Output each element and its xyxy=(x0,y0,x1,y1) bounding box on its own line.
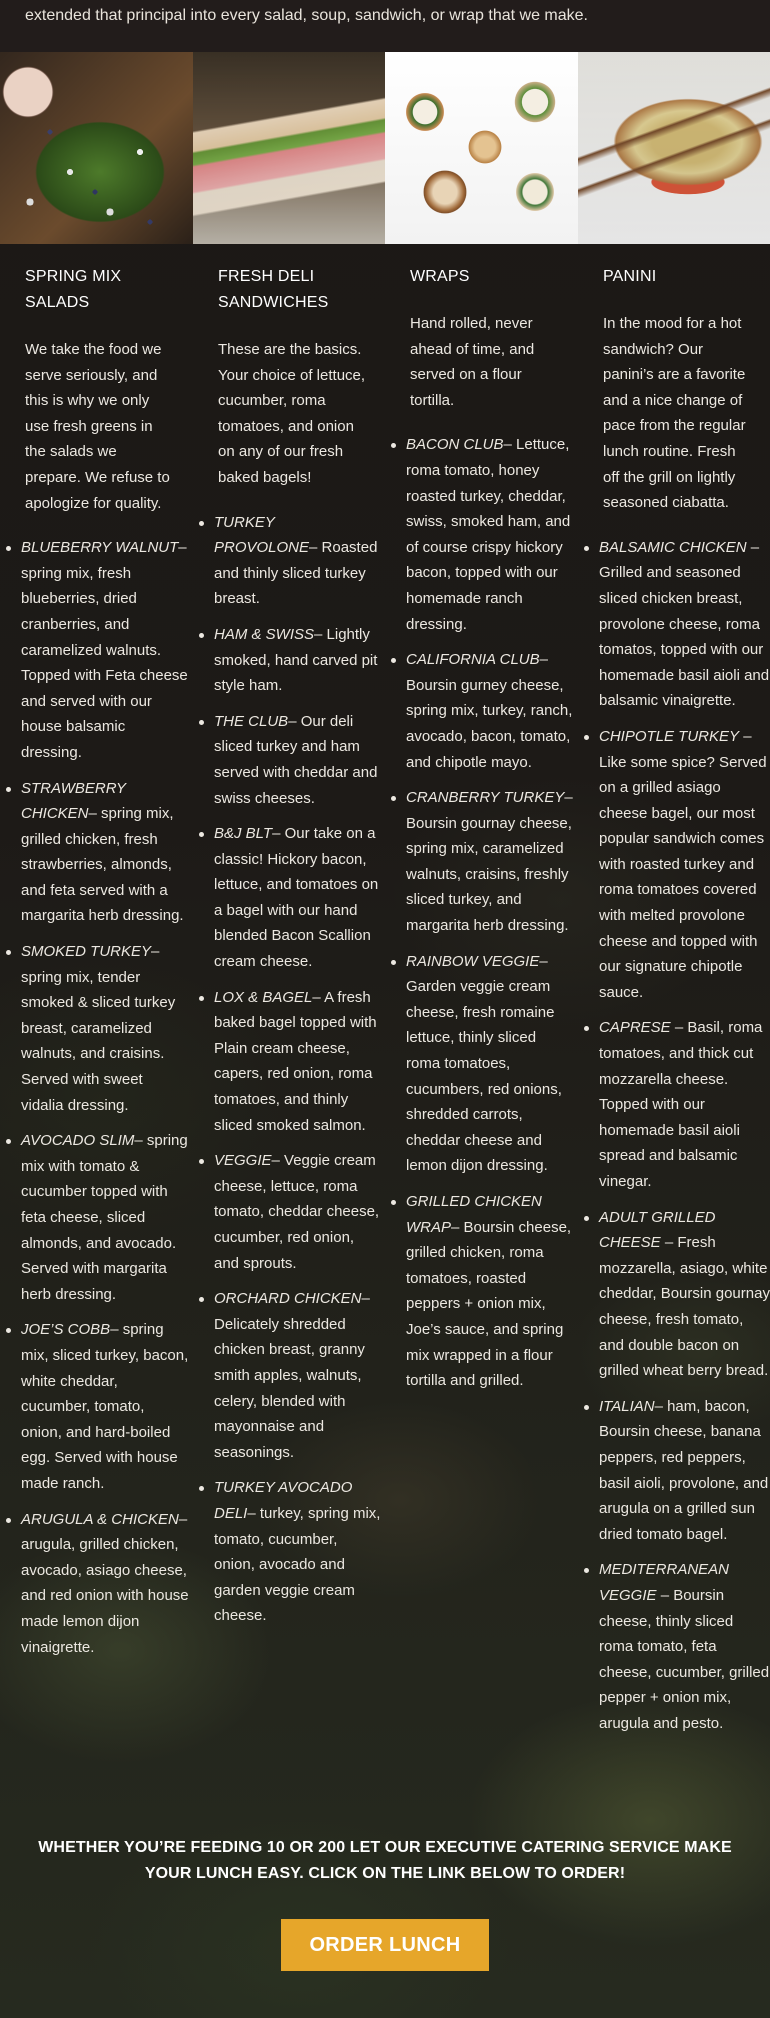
menu-item-description: – Lettuce, roma tomato, honey roasted turkey, cheddar, swiss, smoked ham, and of course crispy hickory bacon, topped with our homemade ranch dressing. xyxy=(406,436,571,633)
menu-item xyxy=(599,535,770,714)
menu-item xyxy=(406,785,574,939)
menu-column-panini xyxy=(578,244,770,1746)
wraps-photo xyxy=(385,52,578,244)
menu-item-description: – Delicately shredded chicken breast, granny smith apples, walnuts, celery, blended with mayonnaise and seasonings. xyxy=(214,1290,370,1461)
menu-item xyxy=(214,985,382,1139)
menu-item-description: – arugula, grilled chicken, avocado, asiago cheese, and red onion with house made lemon dijon vinaigrette. xyxy=(21,1510,189,1656)
column-heading: PANINI xyxy=(603,268,657,285)
menu-item-description: – Garden veggie cream cheese, fresh romaine lettuce, thinly sliced roma tomatoes, cucumbers, red onions, shredded carrots, cheddar cheese and lemon dijon dressing. xyxy=(406,952,562,1175)
menu-item xyxy=(214,1475,382,1629)
menu-item-description: – Boursin cheese, thinly sliced roma tomato, feta cheese, cucumber, grilled pepper + onion mix, arugula and pesto. xyxy=(599,1586,770,1732)
menu-item xyxy=(406,1189,574,1394)
menu-item-description: – Boursin cheese, grilled chicken, roma tomatoes, roasted peppers + onion mix, Joe’s sauce, and spring mix wrapped in a flour tortilla and grilled. xyxy=(406,1218,572,1390)
menu-column-wraps xyxy=(385,244,578,1404)
menu-item-description: – Basil, roma tomatoes, and thick cut mozzarella cheese. Topped with our homemade basil aioli spread and balsamic vinegar. xyxy=(599,1019,763,1190)
menu-item xyxy=(406,949,574,1179)
menu-item-name: HAM & SWISS xyxy=(214,625,315,643)
cta-text: WHETHER YOU’RE FEEDING 10 OR 200 LET OUR EXECUTIVE CATERING SERVICE MAKE YOUR LUNCH EASY. CLICK ON THE LINK BELOW TO ORDER! xyxy=(38,1839,732,1882)
menu-item-description: – turkey, spring mix, tomato, cucumber, onion, avocado and garden veggie cream cheese. xyxy=(214,1504,381,1625)
menu-item-description: – A fresh baked bagel topped with Plain cream cheese, capers, red onion, roma tomatoes, and thinly sliced smoked salmon. xyxy=(214,988,377,1134)
menu-item xyxy=(406,432,574,637)
menu-item-name: JOE’S COBB xyxy=(21,1321,111,1339)
column-description: Hand rolled, never ahead of time, and served on a flour tortilla. xyxy=(410,315,535,409)
menu-item-description: – Grilled and seasoned sliced chicken breast, provolone cheese, roma tomatos, topped with our homemade basil aioli and balsamic vinaigrette. xyxy=(599,538,770,710)
menu-item xyxy=(21,1317,189,1496)
menu-item-name: ORCHARD CHICKEN xyxy=(214,1290,362,1308)
menu-item-name: STRAWBERRY CHICKEN xyxy=(21,779,126,823)
menu-item-name: THE CLUB xyxy=(214,712,289,730)
menu-item-description: – Veggie cream cheese, lettuce, roma tomato, cheddar cheese, cucumber, red onion, and sprouts. xyxy=(214,1152,380,1272)
menu-item-name: CHIPOTLE TURKEY xyxy=(599,727,740,745)
menu-item-name: GRILLED CHICKEN WRAP xyxy=(406,1193,542,1236)
menu-item-description: – Roasted and thinly sliced turkey breast. xyxy=(214,539,378,608)
menu-item-description: – ham, bacon, Boursin cheese, banana peppers, red peppers, basil aioli, provolone, and arugula on a grilled sun dried tomato bagel. xyxy=(599,1397,769,1543)
deli-sandwich-photo xyxy=(193,52,386,244)
menu-item xyxy=(214,709,382,811)
menu-item-name: RAINBOW VEGGIE xyxy=(406,952,540,970)
menu-item xyxy=(599,1205,770,1384)
column-heading: WRAPS xyxy=(410,268,470,285)
menu-item-list xyxy=(578,535,770,1737)
menu-item-name: B&J BLT xyxy=(214,825,273,843)
menu-item-description: – Fresh mozzarella, asiago, white cheddar, Boursin gournay cheese, fresh tomato, and double bacon on grilled wheat berry bread. xyxy=(599,1234,770,1380)
menu-item-name: LOX & BAGEL xyxy=(214,988,313,1006)
catering-cta xyxy=(0,1835,770,1971)
menu-item xyxy=(214,821,382,975)
menu-item-description: – Our take on a classic! Hickory bacon, lettuce, and tomatoes on a bagel with our hand blended Bacon Scallion cream cheese. xyxy=(214,825,379,971)
menu-column-sandwiches xyxy=(193,244,386,1639)
menu-item xyxy=(21,1128,189,1307)
intro-text-band xyxy=(0,0,770,52)
menu-item-name: CAPRESE xyxy=(599,1019,671,1037)
menu-item-name: TURKEY PROVOLONE xyxy=(214,513,310,557)
menu-item-name: TURKEY AVOCADO DELI xyxy=(214,1479,353,1522)
column-description: We take the food we serve seriously, and this is why we only use fresh greens in the salads we prepare. We refuse to apologize for quality. xyxy=(25,341,170,512)
panini-photo xyxy=(578,52,770,244)
menu-item xyxy=(214,1148,382,1276)
column-description: These are the basics. Your choice of lettuce, cucumber, roma tomatoes, and onion on any of our fresh baked bagels! xyxy=(218,341,366,486)
menu-item-list xyxy=(0,535,193,1660)
menu-item xyxy=(599,1557,770,1736)
menu-item-list xyxy=(385,432,578,1393)
menu-item-description: – spring mix, tender smoked & sliced turkey breast, caramelized walnuts, and craisins. Served with sweet vidalia dressing. xyxy=(21,943,176,1114)
menu-item-description: – Boursin gournay cheese, spring mix, caramelized walnuts, craisins, freshly sliced turkey, and margarita herb dressing. xyxy=(406,789,573,935)
menu-item xyxy=(214,622,382,699)
menu-item-list xyxy=(193,510,386,1629)
menu-item-description: – Boursin gurney cheese, spring mix, turkey, ranch, avocado, bacon, tomato, and chipotle mayo. xyxy=(406,651,573,771)
column-description: In the mood for a hot sandwich? Our panini’s are a favorite and a nice change of pace from the regular lunch routine. Fresh off the grill on lightly seasoned ciabatta. xyxy=(603,315,746,512)
column-heading: FRESH DELI SANDWICHES xyxy=(218,268,329,311)
menu-column-salads xyxy=(0,244,193,1670)
menu-item-description: – spring mix, grilled chicken, fresh strawberries, almonds, and feta served with a margarita herb dressing. xyxy=(21,805,184,925)
intro-text: extended that principal into every salad, soup, sandwich, or wrap that we make. xyxy=(25,7,588,24)
menu-item-name: CRANBERRY TURKEY xyxy=(406,789,565,807)
order-lunch-button[interactable]: ORDER LUNCH xyxy=(281,1919,489,1971)
menu-item-name: AVOCADO SLIM xyxy=(21,1132,135,1150)
menu-item-name: VEGGIE xyxy=(214,1152,272,1170)
menu-item xyxy=(21,939,189,1118)
menu-item xyxy=(21,1507,189,1661)
column-heading: SPRING MIX SALADS xyxy=(25,268,122,311)
menu-item-description: – Lightly smoked, hand carved pit style ham. xyxy=(214,625,378,695)
menu-item-description: – spring mix with tomato & cucumber topped with feta cheese, sliced almonds, and avocado. Served with margarita herb dressing. xyxy=(21,1132,188,1303)
menu-item xyxy=(599,1394,770,1548)
menu-item xyxy=(21,776,189,930)
menu-item-name: MEDITERRANEAN VEGGIE xyxy=(599,1561,730,1604)
menu-item-name: BLUEBERRY WALNUT xyxy=(21,539,179,557)
menu-item xyxy=(214,1286,382,1465)
menu-item-name: ARUGULA & CHICKEN xyxy=(21,1510,179,1528)
food-photo-strip xyxy=(0,52,770,244)
menu-item-name: ITALIAN xyxy=(599,1397,655,1415)
menu-item-name: SMOKED TURKEY xyxy=(21,943,152,961)
menu-item-name: ADULT GRILLED CHEESE xyxy=(599,1208,716,1252)
menu-item xyxy=(599,1015,770,1194)
salad-photo xyxy=(0,52,193,244)
menu-item xyxy=(214,510,382,612)
menu-item xyxy=(21,535,189,765)
menu-item-name: BALSAMIC CHICKEN xyxy=(599,538,747,556)
menu-item-name: CALIFORNIA CLUB xyxy=(406,651,540,669)
menu-item-name: BACON CLUB xyxy=(406,436,504,454)
menu-item xyxy=(406,647,574,775)
menu-item-description: – Our deli sliced turkey and ham served with cheddar and swiss cheeses. xyxy=(214,712,378,807)
menu-item xyxy=(599,724,770,1006)
menu-item-description: – spring mix, fresh blueberries, dried cranberries, and caramelized walnuts. Topped with Feta cheese and served with our house balsamic dressing. xyxy=(21,539,188,761)
menu-item-description: – Like some spice? Served on a grilled asiago cheese bagel, our most popular sandwich comes with roasted turkey and roma tomatoes covered with melted provolone cheese and topped with our signature chipotle sauce. xyxy=(599,727,767,1001)
menu-item-description: – spring mix, sliced turkey, bacon, white cheddar, cucumber, tomato, onion, and hard-boiled egg. Served with house made ranch. xyxy=(21,1321,189,1492)
